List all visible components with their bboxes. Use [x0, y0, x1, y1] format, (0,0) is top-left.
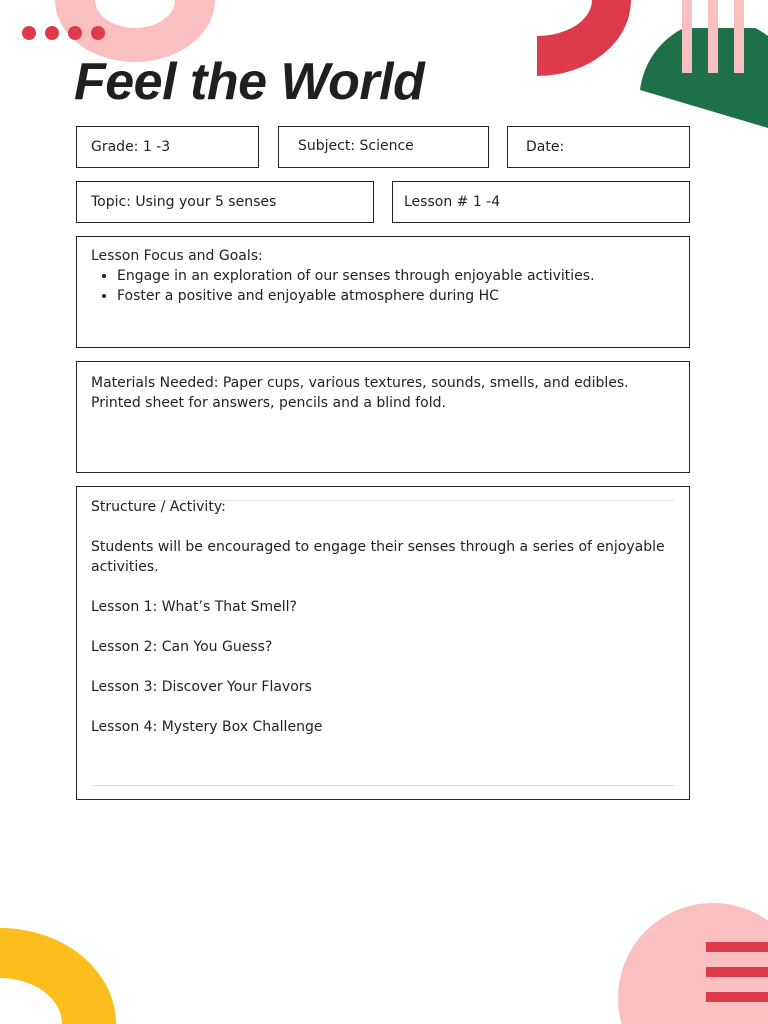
grade-label: Grade: 1 -3 [91, 139, 171, 155]
goals-list [91, 266, 675, 306]
goals-heading: Lesson Focus and Goals: [91, 248, 263, 264]
lesson-number-label: Lesson # 1 -4 [404, 194, 501, 210]
goals-section[interactable] [76, 236, 690, 348]
activity-heading: Structure / Activity: [91, 499, 226, 515]
yellow-ring-decoration [0, 926, 120, 1024]
subject-field[interactable] [278, 126, 489, 168]
activity-content [91, 497, 669, 757]
topic-label: Topic: Using your 5 senses [91, 194, 277, 210]
pink-bars-decoration [680, 0, 750, 74]
subject-label: Subject: Science [298, 138, 414, 154]
activity-bottom-rule [91, 785, 675, 786]
goal-item: • Foster a positive and enjoyable atmosphere during HC [117, 286, 675, 306]
materials-line-1: Materials Needed: Paper cups, various textures, sounds, smells, and edibles. [91, 375, 629, 391]
materials-line-2: Printed sheet for answers, pencils and a blind fold. [91, 395, 446, 411]
activity-lesson-4: Lesson 4: Mystery Box Challenge [91, 719, 323, 735]
activity-lesson-1: Lesson 1: What’s That Smell? [91, 599, 297, 615]
red-dots-decoration [20, 24, 110, 42]
goal-item: • Engage in an exploration of our senses through enjoyable activities. [117, 266, 675, 286]
activity-intro: Students will be encouraged to engage their senses through a series of enjoyable activities. [91, 539, 665, 575]
red-half-ring-decoration [534, 0, 634, 78]
lesson-number-field[interactable] [392, 181, 690, 223]
page-title: Feel the World [74, 53, 425, 111]
topic-field[interactable] [76, 181, 374, 223]
activity-lesson-3: Lesson 3: Discover Your Flavors [91, 679, 312, 695]
activity-section[interactable] [76, 486, 690, 800]
grade-field[interactable] [76, 126, 259, 168]
date-label: Date: [526, 139, 565, 155]
materials-section[interactable] [76, 361, 690, 473]
pink-circle-bottom-decoration [618, 898, 768, 1024]
date-field[interactable] [507, 126, 690, 168]
activity-lesson-2: Lesson 2: Can You Guess? [91, 639, 273, 655]
